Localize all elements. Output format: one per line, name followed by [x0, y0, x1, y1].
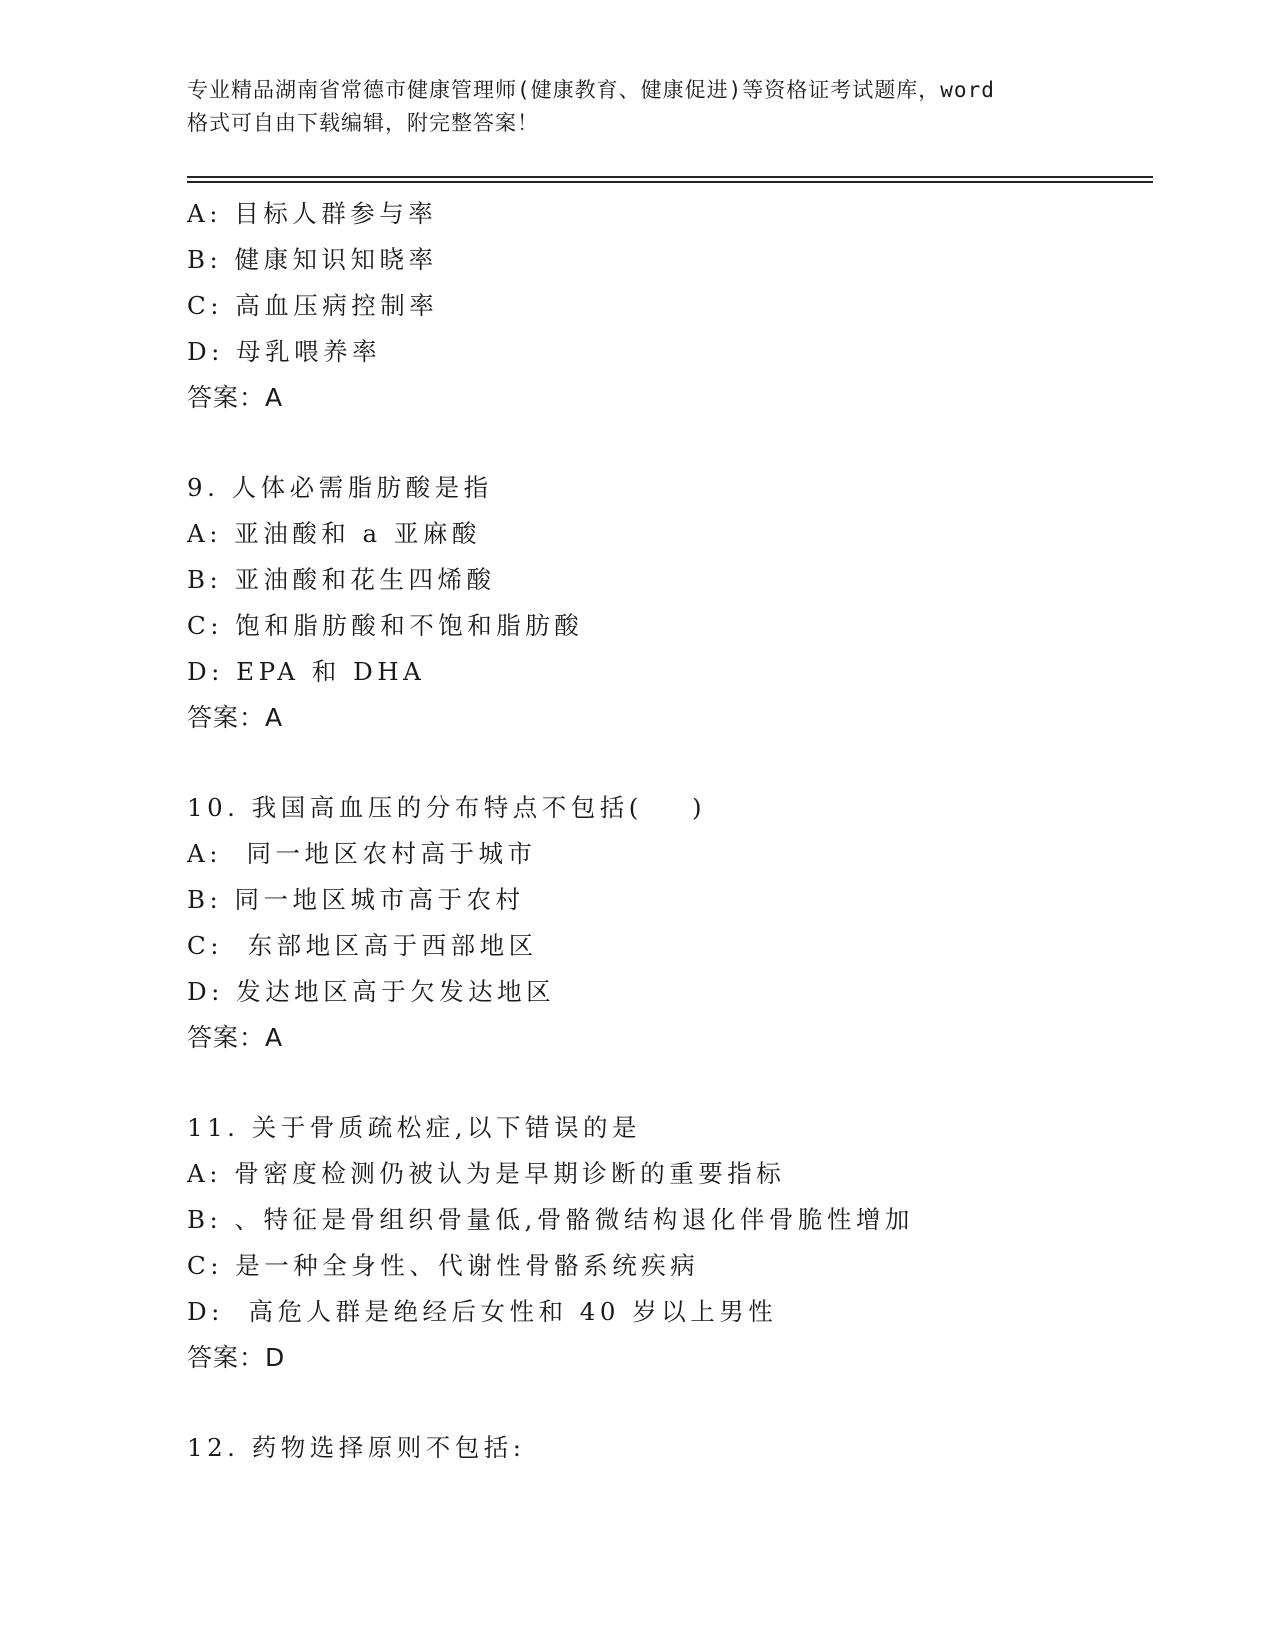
option-c: C: 东部地区高于西部地区 [187, 931, 538, 960]
question-stem: 9. 人体必需脂肪酸是指 [187, 473, 493, 502]
answer-line: 答案：A [187, 1023, 284, 1052]
question-block [187, 465, 1167, 741]
question-stem: 12. 药物选择原则不包括: [187, 1433, 526, 1462]
option-b: B: 、特征是骨组织骨量低,骨骼微结构退化伴骨脆性增加 [187, 1205, 914, 1234]
question-list [187, 191, 1167, 1471]
option-a: A: 目标人群参与率 [187, 199, 438, 228]
option-d: D: 发达地区高于欠发达地区 [187, 977, 556, 1006]
option-d: D: 高危人群是绝经后女性和 40 岁以上男性 [187, 1297, 778, 1326]
option-c: C: 是一种全身性、代谢性骨骼系统疾病 [187, 1251, 700, 1280]
answer-line: 答案：A [187, 383, 284, 412]
header-divider-bottom [187, 181, 1153, 183]
option-c: C: 高血压病控制率 [187, 291, 439, 320]
question-block [187, 1105, 1167, 1381]
header-line-1: 专业精品湖南省常德市健康管理师(健康教育、健康促进)等资格证考试题库，word [187, 78, 995, 102]
question-stem: 10. 我国高血压的分布特点不包括( ) [187, 793, 707, 822]
question-stem: 11. 关于骨质疏松症,以下错误的是 [187, 1113, 642, 1142]
header-line-2: 格式可自由下载编辑，附完整答案！ [187, 111, 539, 135]
question-block [187, 785, 1167, 1061]
option-a: A: 骨密度检测仍被认为是早期诊断的重要指标 [187, 1159, 786, 1188]
document-header [187, 74, 1087, 140]
option-c: C: 饱和脂肪酸和不饱和脂肪酸 [187, 611, 584, 640]
answer-line: 答案：D [187, 1343, 286, 1372]
option-b: B: 同一地区城市高于农村 [187, 885, 525, 914]
option-a: A: 同一地区农村高于城市 [187, 839, 537, 868]
question-block [187, 191, 1167, 421]
question-block [187, 1425, 1167, 1471]
option-d: D: 母乳喂养率 [187, 337, 382, 366]
header-divider-top [187, 176, 1153, 178]
option-d: D: EPA 和 DHA [187, 657, 426, 686]
option-b: B: 亚油酸和花生四烯酸 [187, 565, 496, 594]
option-b: B: 健康知识知晓率 [187, 245, 438, 274]
option-a: A: 亚油酸和 a 亚麻酸 [187, 519, 481, 548]
answer-line: 答案：A [187, 703, 284, 732]
